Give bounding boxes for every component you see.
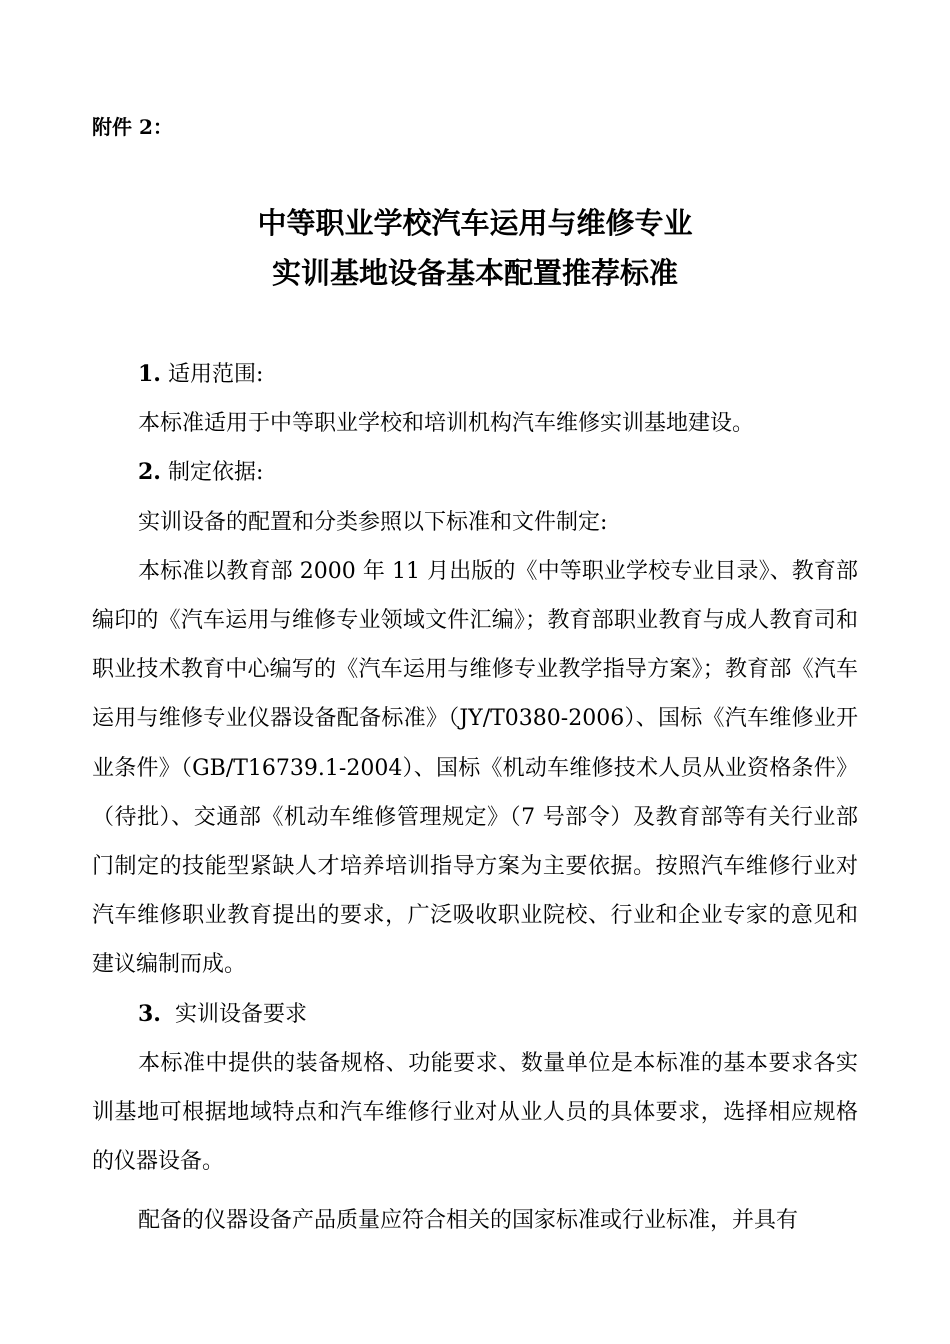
section-number: 3.	[138, 1000, 161, 1027]
attachment-label: 附件 2：	[92, 115, 173, 139]
section-heading-basis	[92, 448, 858, 497]
section-heading-text: 适用范围:	[167, 362, 264, 387]
document-title-line-2: 实训基地设备基本配置推荐标准	[271, 256, 678, 290]
section-number: 1.	[138, 361, 161, 387]
paragraph-basis-intro: 实训设备的配置和分类参照以下标准和文件制定:	[138, 509, 608, 535]
section-heading-text: 制定依据:	[167, 460, 264, 486]
paragraph-basis-detail: 本标准以教育部 2000 年 11 月出版的《中等职业学校专业目录》、教育部编印的《汽车运用与维修专业领域文件汇编》；教育部职业教育与成人教育司和职业技术教育中心编写的《汽车运用与维修专业教学指导方案》；教育部《汽车运用与维修专业仪器设备配备标准》（JY/T0380-2006）、国标《汽车维修业开业条件》（GB/T16739.1-2004）、国标《机动车维修技术人员从业资格条件》（待批）、交通部《机动车维修管理规定》（7 号部令）及教育部等有关行业部门制定的技能型紧缺人才培养培训指导方案为主要依据。按照汽车维修行业对汽车维修职业教育提出的要求，广泛吸收职业院校、行业和企业专家的意见和建议编制而成。	[92, 558, 858, 978]
document-body	[92, 350, 858, 1246]
paragraph-scope: 本标准适用于中等职业学校和培训机构汽车维修实训基地建设。	[138, 411, 755, 437]
section-heading-scope	[92, 350, 858, 399]
section-heading-text: 实训设备要求	[174, 1001, 307, 1027]
paragraph-equipment-quality: 配备的仪器设备产品质量应符合相关的国家标准或行业标准，并具有	[138, 1208, 799, 1234]
section-heading-equipment	[92, 990, 858, 1039]
document-title-line-1: 中等职业学校汽车运用与维修专业	[257, 206, 693, 240]
section-number: 2.	[138, 459, 161, 486]
paragraph-equipment-requirements: 本标准中提供的装备规格、功能要求、数量单位是本标准的基本要求各实训基地可根据地域特点和汽车维修行业对从业人员的具体要求，选择相应规格的仪器设备。	[92, 1050, 858, 1175]
